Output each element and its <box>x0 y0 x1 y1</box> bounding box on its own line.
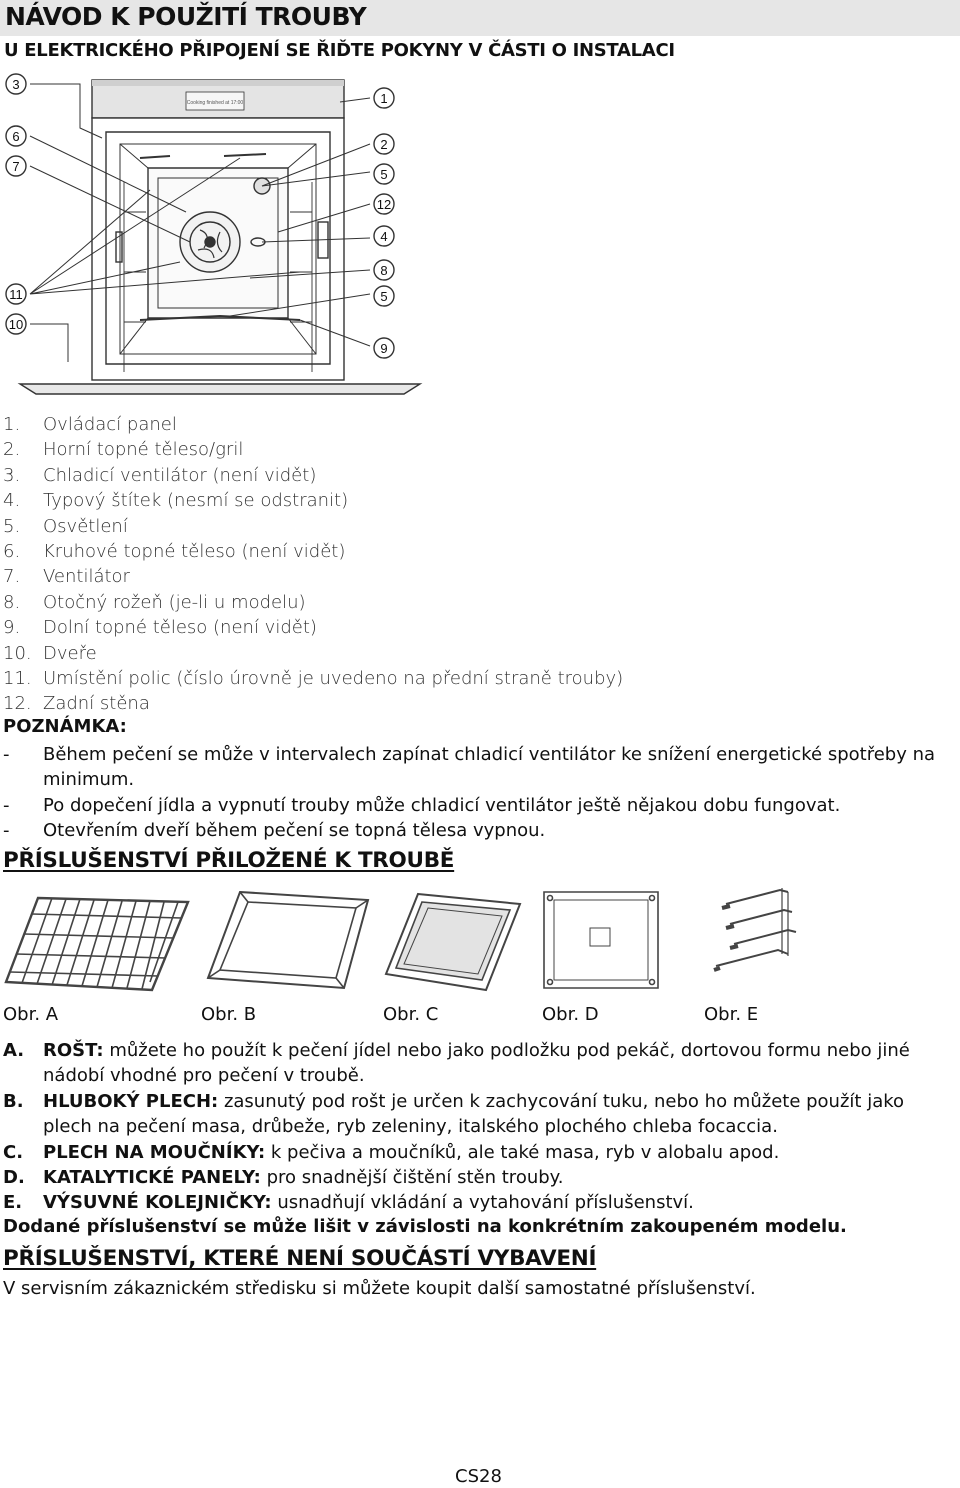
callout-8: 8 <box>380 263 388 278</box>
list-item: 8. Otočný rožeň (je-li u modelu) <box>3 591 306 613</box>
oven-door <box>20 384 420 394</box>
callout-11: 11 <box>9 287 23 302</box>
oven-diagram <box>0 72 960 402</box>
note-item: - Po dopečení jídla a vypnutí trouby může chladicí ventilátor ještě nějakou dobu fungovat. <box>3 794 841 816</box>
extra-accessories-heading: PŘÍSLUŠENSTVÍ, KTERÉ NENÍ SOUČÁSTÍ VYBAVENÍ <box>3 1246 597 1271</box>
wire-rack-image <box>2 892 192 996</box>
accessory-item: A. ROŠT: můžete ho použít k pečení jídel nebo jako podložku pod pekáč, dortovou formu nebo jiné nádobí vhodné pro pečení v troubě. <box>3 1040 910 1087</box>
accessory-item: C. PLECH NA MOUČNÍKY: k pečiva a moučníků, ale také masa, ryb v alobalu apod. <box>3 1141 780 1163</box>
catalytic-panel-image <box>540 888 662 994</box>
note-title: POZNÁMKA: <box>3 716 127 737</box>
callout-1: 1 <box>380 91 388 106</box>
deep-tray-image <box>204 888 370 992</box>
supplied-note: Dodané příslušenství se může lišit v závislosti na konkrétním zakoupeném modelu. <box>3 1216 847 1237</box>
figure-label-c: Obr. C <box>383 1004 439 1025</box>
callout-12: 12 <box>376 197 392 212</box>
notes-list <box>3 742 953 844</box>
list-item: 5. Osvětlení <box>3 515 128 537</box>
list-item: 11. Umístění polic (číslo úrovně je uvedeno na přední straně trouby) <box>3 668 624 690</box>
figure-label-e: Obr. E <box>704 1004 759 1025</box>
callout-5b: 5 <box>380 289 388 304</box>
page-subtitle: U ELEKTRICKÉHO PŘIPOJENÍ SE ŘIĎTE POKYNY V ČÁSTI O INSTALACI <box>4 40 675 61</box>
figure-label-a: Obr. A <box>3 1004 59 1025</box>
callout-10: 10 <box>8 317 24 332</box>
list-item: 6. Kruhové topné těleso (není vidět) <box>3 541 346 563</box>
service-text: V servisním zákaznickém středisku si můžete koupit další samostatné příslušenství. <box>3 1278 756 1299</box>
callout-2: 2 <box>380 137 388 152</box>
parts-list <box>3 412 623 717</box>
list-item: 2. Horní topné těleso/gril <box>3 439 244 461</box>
list-item: 4. Typový štítek (nesmí se odstranit) <box>3 490 349 512</box>
list-item: 10. Dveře <box>3 642 97 664</box>
note-item: - Během pečení se může v intervalech zapínat chladicí ventilátor ke snížení energetické spotřeby na minimum. <box>3 744 936 791</box>
callout-7: 7 <box>12 159 20 174</box>
accessory-item: B. HLUBOKÝ PLECH: zasunutý pod rošt je určen k zachycování tuku, nebo ho můžete použít jako plech na pečení masa, drůbeže, ryb zeleniny, italského plochého chleba focaccia. <box>3 1090 905 1138</box>
callout-5a: 5 <box>380 167 388 182</box>
telescopic-rails-image <box>708 884 798 988</box>
note-item: - Otevřením dveří během pečení se topná tělesa vypnou. <box>3 820 546 842</box>
figure-label-b: Obr. B <box>201 1004 257 1025</box>
baking-tray-image <box>382 890 522 994</box>
callout-6: 6 <box>12 129 20 144</box>
callout-9: 9 <box>380 341 388 356</box>
list-item: 12. Zadní stěna <box>3 693 150 715</box>
list-item: 3. Chladicí ventilátor (není vidět) <box>3 464 317 486</box>
list-item: 9. Dolní topné těleso (není vidět) <box>3 617 317 639</box>
accessories-heading: PŘÍSLUŠENSTVÍ PŘILOŽENÉ K TROUBĚ <box>3 848 455 873</box>
page-number: CS28 <box>455 1466 502 1487</box>
page-title: NÁVOD K POUŽITÍ TROUBY <box>5 2 367 31</box>
list-item: 7. Ventilátor <box>3 566 130 588</box>
callout-4: 4 <box>380 229 388 244</box>
accessories-list <box>3 1038 955 1216</box>
panel-display: Cooking finished at 17:00 <box>186 100 244 106</box>
list-item: 1. Ovládací panel <box>3 414 177 435</box>
callout-3: 3 <box>12 77 20 92</box>
figure-label-d: Obr. D <box>542 1004 599 1025</box>
accessory-item: E. VÝSUVNÉ KOLEJNIČKY: usnadňují vkládání a vytahování příslušenství. <box>3 1192 694 1214</box>
accessory-item: D. KATALYTICKÉ PANELY: pro snadnější čištění stěn trouby. <box>3 1167 564 1189</box>
